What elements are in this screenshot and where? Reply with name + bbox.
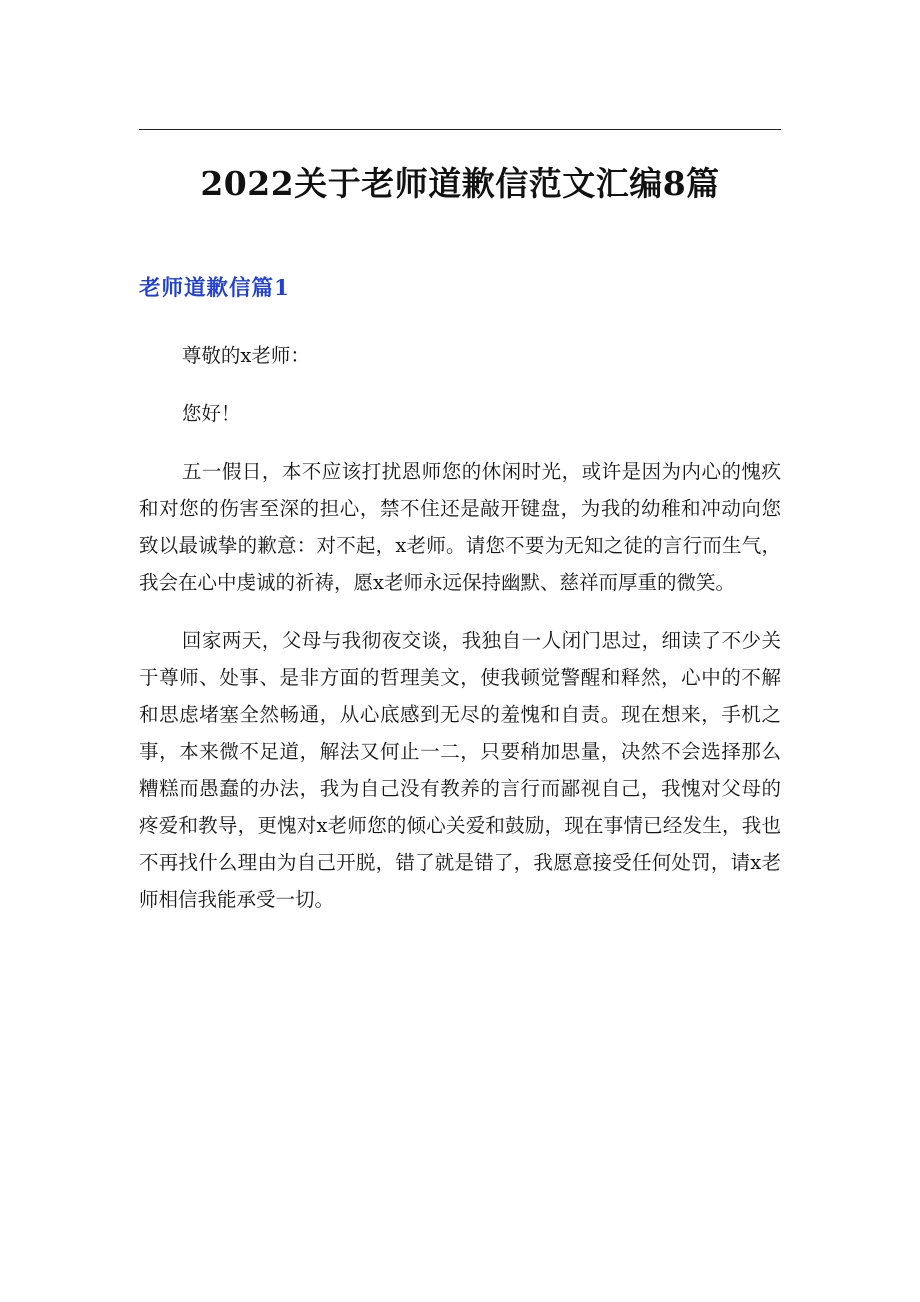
letter-paragraph-1: 五一假日，本不应该打扰恩师您的休闲时光，或许是因为内心的愧疚和对您的伤害至深的担心，禁不住还是敲开键盘，为我的幼稚和冲动向您致以最诚挚的歉意：对不起，x老师。请您不要为无知之徒的言行而生气，我会在心中虔诚的祈祷，愿x老师永远保持幽默、慈祥而厚重的微笑。	[139, 460, 781, 594]
section-heading: 老师道歉信篇1	[139, 276, 290, 301]
letter-salutation: 尊敬的x老师：	[181, 344, 310, 367]
letter-paragraph-2: 回家两天，父母与我彻夜交谈，我独自一人闭门思过，细读了不少关于尊师、处事、是非方面的哲理美文，使我顿觉警醒和释然，心中的不解和思虑堵塞全然畅通，从心底感到无尽的羞愧和自责。现在想来，手机之事，本来微不足道，解法又何止一二，只要稍加思量，决然不会选择那么糟糕而愚蠢的办法，我为自己没有教养的言行而鄙视自己，我愧对父母的疼爱和教导，更愧对x老师您的倾心关爱和鼓励，现在事情已经发生，我也不再找什么理由为自己开脱，错了就是错了，我愿意接受任何处罚，请x老师相信我能承受一切。	[139, 629, 781, 911]
letter-body	[139, 337, 781, 939]
header-rule	[139, 129, 781, 130]
letter-greeting: 您好！	[181, 402, 241, 425]
document-title: 2022关于老师道歉信范文汇编8篇	[200, 164, 720, 203]
